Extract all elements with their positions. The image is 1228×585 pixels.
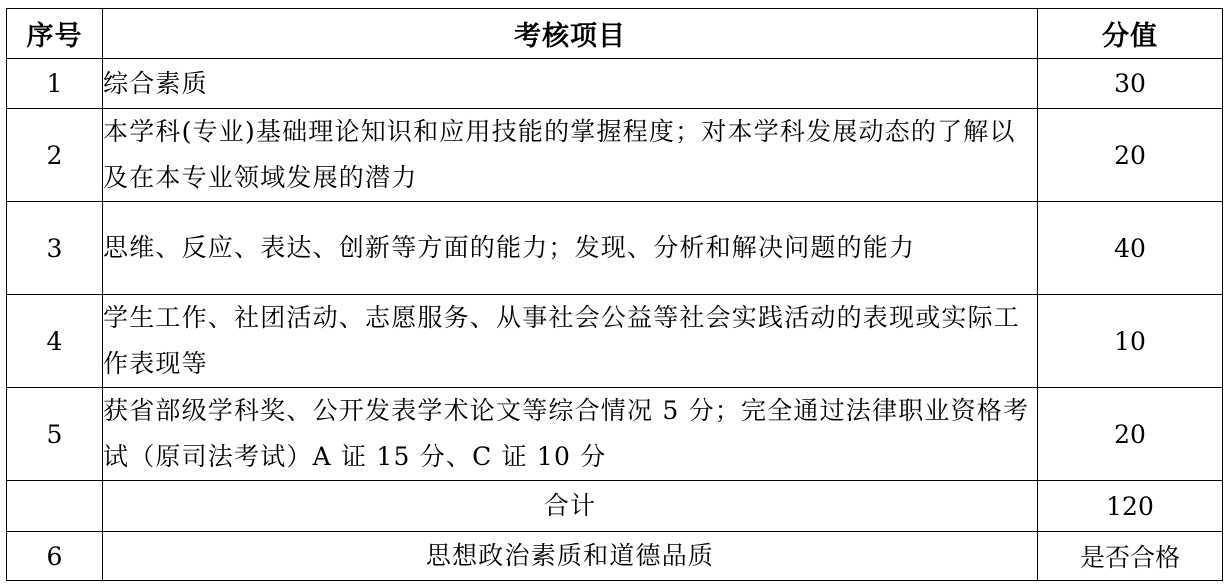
table-row — [7, 59, 1223, 109]
assessment-item: 综合素质 — [103, 59, 1038, 109]
item-score: 30 — [1038, 59, 1223, 109]
table-row — [7, 388, 1223, 481]
row-number: 4 — [7, 295, 103, 388]
table-row — [7, 532, 1223, 581]
row-number: 1 — [7, 59, 103, 109]
assessment-item: 学生工作、社团活动、志愿服务、从事社会公益等社会实践活动的表现或实际工作表现等 — [103, 295, 1038, 388]
total-blank-cell — [7, 481, 103, 532]
assessment-item: 本学科(专业)基础理论知识和应用技能的掌握程度；对本学科发展动态的了解以及在本专业领域发展的潜力 — [103, 109, 1038, 202]
row-number: 5 — [7, 388, 103, 481]
item-score: 20 — [1038, 109, 1223, 202]
total-row — [7, 481, 1223, 532]
assessment-item: 获省部级学科奖、公开发表学术论文等综合情况 5 分；完全通过法律职业资格考试（原司法考试）A 证 15 分、C 证 10 分 — [103, 388, 1038, 481]
row-number: 6 — [7, 532, 103, 581]
assessment-item: 思想政治素质和道德品质 — [103, 532, 1038, 581]
header-score: 分值 — [1038, 9, 1223, 59]
assessment-score-table — [6, 8, 1223, 581]
table-row — [7, 109, 1223, 202]
item-score: 10 — [1038, 295, 1223, 388]
item-result: 是否合格 — [1038, 532, 1223, 581]
table-row — [7, 202, 1223, 295]
table-header-row — [7, 9, 1223, 59]
header-item: 考核项目 — [103, 9, 1038, 59]
item-score: 20 — [1038, 388, 1223, 481]
total-score: 120 — [1038, 481, 1223, 532]
total-label: 合计 — [103, 481, 1038, 532]
header-no: 序号 — [7, 9, 103, 59]
row-number: 3 — [7, 202, 103, 295]
item-score: 40 — [1038, 202, 1223, 295]
assessment-item: 思维、反应、表达、创新等方面的能力；发现、分析和解决问题的能力 — [103, 202, 1038, 295]
table-row — [7, 295, 1223, 388]
row-number: 2 — [7, 109, 103, 202]
